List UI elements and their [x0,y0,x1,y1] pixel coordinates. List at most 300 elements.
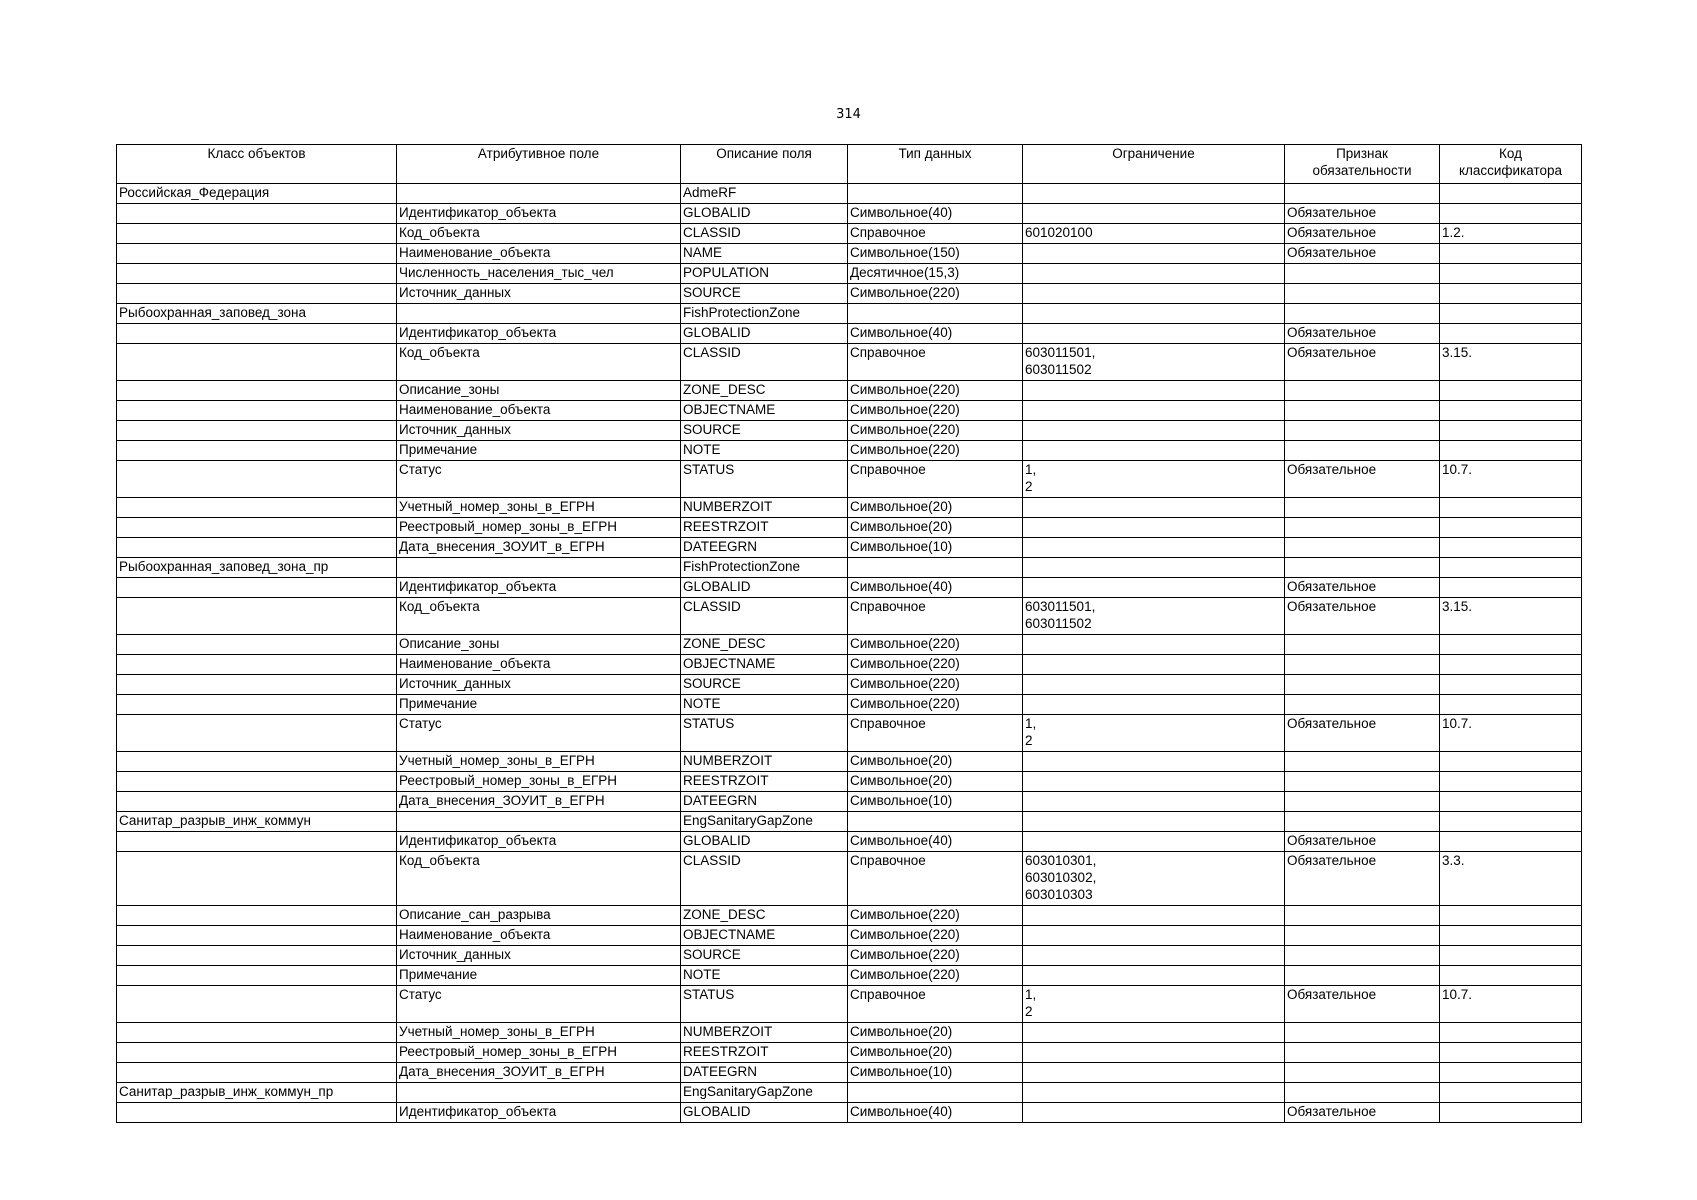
data-type-cell: Символьное(20) [848,772,1023,792]
field-description-cell: SOURCE [681,284,848,304]
field-description-cell: NUMBERZOIT [681,498,848,518]
object-class-cell [117,966,397,986]
classifier-code-cell: 3.15. [1440,598,1582,635]
table-row [117,324,1582,344]
classifier-code-cell [1440,421,1582,441]
constraint-cell [1023,304,1285,324]
object-class-cell [117,715,397,752]
field-description-cell: OBJECTNAME [681,401,848,421]
classifier-code-cell [1440,304,1582,324]
field-description-cell: NUMBERZOIT [681,752,848,772]
field-description-cell: EngSanitaryGapZone [681,812,848,832]
object-class-cell [117,324,397,344]
required-flag-cell [1285,441,1440,461]
constraint-cell: 603010301, 603010302, 603010303 [1023,852,1285,906]
attribute-field-cell: Наименование_объекта [397,244,681,264]
table-row [117,792,1582,812]
data-type-cell: Символьное(20) [848,498,1023,518]
attribute-field-cell [397,558,681,578]
data-type-cell: Справочное [848,598,1023,635]
object-class-cell [117,461,397,498]
required-flag-cell: Обязательное [1285,344,1440,381]
required-flag-cell [1285,538,1440,558]
table-row [117,966,1582,986]
classifier-code-cell [1440,1083,1582,1103]
header-constraint: Ограничение [1023,145,1285,184]
attribute-field-cell: Реестровый_номер_зоны_в_ЕГРН [397,772,681,792]
object-class-cell [117,852,397,906]
object-class-cell [117,695,397,715]
constraint-cell [1023,772,1285,792]
constraint-cell [1023,518,1285,538]
field-description-cell: REESTRZOIT [681,518,848,538]
required-flag-cell [1285,518,1440,538]
object-class-cell [117,986,397,1023]
object-class-cell [117,344,397,381]
field-description-cell: NAME [681,244,848,264]
object-class-cell [117,635,397,655]
field-description-cell: STATUS [681,986,848,1023]
table-row [117,1083,1582,1103]
data-type-cell: Справочное [848,344,1023,381]
field-description-cell: CLASSID [681,598,848,635]
required-flag-cell: Обязательное [1285,578,1440,598]
data-type-cell: Справочное [848,461,1023,498]
data-type-cell: Символьное(220) [848,635,1023,655]
attribute-field-cell: Источник_данных [397,675,681,695]
required-flag-cell [1285,498,1440,518]
attribute-field-cell [397,812,681,832]
field-description-cell: GLOBALID [681,578,848,598]
page-number: 314 [836,107,861,122]
classifier-code-cell [1440,792,1582,812]
classifier-code-cell [1440,966,1582,986]
object-class-cell [117,421,397,441]
classifier-code-cell [1440,401,1582,421]
table-row [117,655,1582,675]
required-flag-cell [1285,264,1440,284]
field-description-cell: SOURCE [681,675,848,695]
object-class-cell [117,832,397,852]
table-row [117,578,1582,598]
field-description-cell: NOTE [681,441,848,461]
required-flag-cell [1285,401,1440,421]
object-class-cell: Российская_Федерация [117,184,397,204]
field-description-cell: CLASSID [681,852,848,906]
header-data-type: Тип данных [848,145,1023,184]
required-flag-cell [1285,812,1440,832]
constraint-cell [1023,558,1285,578]
object-class-cell [117,598,397,635]
field-description-cell: DATEEGRN [681,538,848,558]
data-type-cell: Справочное [848,224,1023,244]
constraint-cell [1023,792,1285,812]
object-class-cell [117,441,397,461]
required-flag-cell [1285,184,1440,204]
table-row [117,461,1582,498]
field-description-cell: GLOBALID [681,324,848,344]
required-flag-cell [1285,1043,1440,1063]
required-flag-cell [1285,421,1440,441]
data-type-cell: Десятичное(15,3) [848,264,1023,284]
required-flag-cell [1285,304,1440,324]
table-body [117,184,1582,1123]
object-class-cell [117,675,397,695]
data-type-cell: Справочное [848,852,1023,906]
table-row [117,538,1582,558]
field-description-cell: NOTE [681,966,848,986]
table-row [117,946,1582,966]
object-class-cell [117,401,397,421]
attribute-field-cell: Источник_данных [397,421,681,441]
required-flag-cell: Обязательное [1285,598,1440,635]
table-row [117,752,1582,772]
constraint-cell [1023,421,1285,441]
field-description-cell: CLASSID [681,224,848,244]
data-type-cell: Символьное(220) [848,284,1023,304]
field-description-cell: DATEEGRN [681,1063,848,1083]
classifier-code-cell [1440,518,1582,538]
object-class-cell: Санитар_разрыв_инж_коммун_пр [117,1083,397,1103]
data-type-cell: Символьное(220) [848,381,1023,401]
field-description-cell: SOURCE [681,421,848,441]
field-description-cell: REESTRZOIT [681,772,848,792]
object-class-cell [117,1043,397,1063]
table-row [117,244,1582,264]
table-row [117,284,1582,304]
table-row [117,498,1582,518]
required-flag-cell [1285,655,1440,675]
classifier-code-cell [1440,284,1582,304]
table-row [117,598,1582,635]
classifier-code-cell [1440,635,1582,655]
classifier-code-cell [1440,1063,1582,1083]
data-type-cell: Символьное(220) [848,655,1023,675]
classifier-code-cell [1440,812,1582,832]
classifier-code-cell [1440,324,1582,344]
table-row [117,906,1582,926]
data-type-cell: Символьное(220) [848,675,1023,695]
required-flag-cell: Обязательное [1285,204,1440,224]
required-flag-cell [1285,675,1440,695]
data-type-cell: Символьное(40) [848,578,1023,598]
table-row [117,441,1582,461]
classifier-code-cell [1440,1043,1582,1063]
classifier-code-cell [1440,655,1582,675]
attribute-field-cell: Источник_данных [397,946,681,966]
classifier-code-cell [1440,578,1582,598]
data-type-cell: Символьное(20) [848,518,1023,538]
required-flag-cell [1285,926,1440,946]
data-type-cell: Символьное(220) [848,421,1023,441]
data-type-cell [848,558,1023,578]
data-type-cell: Символьное(40) [848,832,1023,852]
classifier-code-cell: 3.15. [1440,344,1582,381]
object-class-cell [117,1103,397,1123]
classifier-code-cell [1440,558,1582,578]
constraint-cell [1023,752,1285,772]
constraint-cell [1023,284,1285,304]
classifier-code-cell: 10.7. [1440,461,1582,498]
constraint-cell [1023,926,1285,946]
constraint-cell: 1, 2 [1023,986,1285,1023]
constraint-cell [1023,695,1285,715]
attribute-field-cell: Описание_зоны [397,381,681,401]
data-type-cell: Символьное(20) [848,1043,1023,1063]
attribute-field-cell: Статус [397,986,681,1023]
data-type-cell: Символьное(220) [848,946,1023,966]
object-class-cell: Рыбоохранная_заповед_зона [117,304,397,324]
data-type-cell: Символьное(20) [848,752,1023,772]
required-flag-cell: Обязательное [1285,986,1440,1023]
classifier-code-cell [1440,675,1582,695]
attribute-field-cell: Учетный_номер_зоны_в_ЕГРН [397,498,681,518]
table-row [117,715,1582,752]
attribute-field-cell: Идентификатор_объекта [397,324,681,344]
object-class-cell: Рыбоохранная_заповед_зона_пр [117,558,397,578]
attribute-field-cell [397,1083,681,1103]
attribute-field-cell: Дата_внесения_ЗОУИТ_в_ЕГРН [397,792,681,812]
table-row [117,695,1582,715]
classifier-code-cell [1440,772,1582,792]
attribute-field-cell: Учетный_номер_зоны_в_ЕГРН [397,752,681,772]
constraint-cell [1023,381,1285,401]
constraint-cell [1023,812,1285,832]
data-type-cell: Справочное [848,986,1023,1023]
required-flag-cell [1285,1063,1440,1083]
field-description-cell: FishProtectionZone [681,558,848,578]
table-row [117,1103,1582,1123]
table-row [117,558,1582,578]
data-type-cell: Символьное(20) [848,1023,1023,1043]
classifier-code-cell [1440,381,1582,401]
required-flag-cell: Обязательное [1285,324,1440,344]
table-row [117,926,1582,946]
table-row [117,675,1582,695]
object-class-cell [117,926,397,946]
constraint-cell [1023,832,1285,852]
object-class-cell: Санитар_разрыв_инж_коммун [117,812,397,832]
required-flag-cell [1285,772,1440,792]
object-class-cell [117,264,397,284]
attribute-field-cell: Описание_зоны [397,635,681,655]
data-type-cell: Символьное(220) [848,906,1023,926]
field-description-cell: DATEEGRN [681,792,848,812]
object-class-cell [117,1023,397,1043]
object-class-cell [117,1063,397,1083]
required-flag-cell: Обязательное [1285,244,1440,264]
field-description-cell: NOTE [681,695,848,715]
object-class-cell [117,204,397,224]
table-row [117,184,1582,204]
attribute-field-cell: Идентификатор_объекта [397,578,681,598]
attribute-table [116,144,1582,1123]
attribute-field-cell: Код_объекта [397,852,681,906]
classifier-code-cell [1440,1023,1582,1043]
required-flag-cell [1285,946,1440,966]
classifier-code-cell [1440,695,1582,715]
object-class-cell [117,752,397,772]
required-flag-cell: Обязательное [1285,224,1440,244]
data-type-cell: Символьное(40) [848,204,1023,224]
attribute-field-cell: Идентификатор_объекта [397,832,681,852]
constraint-cell [1023,244,1285,264]
constraint-cell [1023,578,1285,598]
data-type-cell: Символьное(220) [848,926,1023,946]
attribute-field-cell: Примечание [397,695,681,715]
constraint-cell: 1, 2 [1023,715,1285,752]
data-type-cell: Справочное [848,715,1023,752]
field-description-cell: GLOBALID [681,1103,848,1123]
data-type-cell: Символьное(220) [848,966,1023,986]
object-class-cell [117,906,397,926]
data-type-cell: Символьное(220) [848,401,1023,421]
field-description-cell: POPULATION [681,264,848,284]
classifier-code-cell [1440,906,1582,926]
required-flag-cell: Обязательное [1285,852,1440,906]
constraint-cell [1023,264,1285,284]
field-description-cell: STATUS [681,461,848,498]
required-flag-cell [1285,1023,1440,1043]
classifier-code-cell: 1.2. [1440,224,1582,244]
field-description-cell: SOURCE [681,946,848,966]
table-row [117,812,1582,832]
required-flag-cell [1285,635,1440,655]
field-description-cell: ZONE_DESC [681,635,848,655]
field-description-cell: AdmeRF [681,184,848,204]
required-flag-cell [1285,792,1440,812]
object-class-cell [117,224,397,244]
required-flag-cell [1285,284,1440,304]
table-header-row [117,145,1582,184]
constraint-cell: 603011501, 603011502 [1023,344,1285,381]
required-flag-cell [1285,695,1440,715]
required-flag-cell [1285,1083,1440,1103]
constraint-cell: 1, 2 [1023,461,1285,498]
constraint-cell [1023,498,1285,518]
data-type-cell: Символьное(220) [848,441,1023,461]
field-description-cell: OBJECTNAME [681,926,848,946]
classifier-code-cell [1440,498,1582,518]
header-required-flag: Признак обязательности [1285,145,1440,184]
table-row [117,635,1582,655]
attribute-field-cell: Код_объекта [397,598,681,635]
required-flag-cell [1285,381,1440,401]
attribute-field-cell: Источник_данных [397,284,681,304]
data-type-cell [848,304,1023,324]
table-row [117,1023,1582,1043]
attribute-field-cell: Наименование_объекта [397,401,681,421]
header-classifier-code: Код классификатора [1440,145,1582,184]
constraint-cell [1023,1023,1285,1043]
constraint-cell [1023,441,1285,461]
attribute-field-cell: Статус [397,461,681,498]
required-flag-cell: Обязательное [1285,1103,1440,1123]
object-class-cell [117,946,397,966]
table-row [117,852,1582,906]
attribute-field-cell: Статус [397,715,681,752]
object-class-cell [117,244,397,264]
constraint-cell: 601020100 [1023,224,1285,244]
constraint-cell [1023,675,1285,695]
object-class-cell [117,381,397,401]
attribute-field-cell: Наименование_объекта [397,655,681,675]
attribute-field-cell: Код_объекта [397,344,681,381]
field-description-cell: ZONE_DESC [681,381,848,401]
data-type-cell [848,184,1023,204]
classifier-code-cell [1440,1103,1582,1123]
object-class-cell [117,772,397,792]
table-row [117,1043,1582,1063]
classifier-code-cell [1440,184,1582,204]
data-type-cell [848,1083,1023,1103]
constraint-cell: 603011501, 603011502 [1023,598,1285,635]
object-class-cell [117,284,397,304]
constraint-cell [1023,906,1285,926]
required-flag-cell: Обязательное [1285,461,1440,498]
attribute-field-cell: Дата_внесения_ЗОУИТ_в_ЕГРН [397,538,681,558]
header-attribute-field: Атрибутивное поле [397,145,681,184]
data-type-cell: Символьное(10) [848,792,1023,812]
constraint-cell [1023,324,1285,344]
attribute-field-cell: Реестровый_номер_зоны_в_ЕГРН [397,518,681,538]
table-row [117,224,1582,244]
constraint-cell [1023,184,1285,204]
data-type-cell: Символьное(150) [848,244,1023,264]
data-type-cell: Символьное(10) [848,538,1023,558]
classifier-code-cell: 3.3. [1440,852,1582,906]
field-description-cell: GLOBALID [681,832,848,852]
table-row [117,518,1582,538]
required-flag-cell [1285,558,1440,578]
classifier-code-cell [1440,538,1582,558]
constraint-cell [1023,946,1285,966]
constraint-cell [1023,1043,1285,1063]
table-row [117,381,1582,401]
classifier-code-cell [1440,441,1582,461]
constraint-cell [1023,1063,1285,1083]
object-class-cell [117,792,397,812]
classifier-code-cell [1440,752,1582,772]
data-type-cell: Символьное(220) [848,695,1023,715]
required-flag-cell: Обязательное [1285,832,1440,852]
object-class-cell [117,655,397,675]
attribute-field-cell: Описание_сан_разрыва [397,906,681,926]
constraint-cell [1023,401,1285,421]
classifier-code-cell: 10.7. [1440,715,1582,752]
field-description-cell: CLASSID [681,344,848,381]
object-class-cell [117,538,397,558]
field-description-cell: OBJECTNAME [681,655,848,675]
header-field-description: Описание поля [681,145,848,184]
required-flag-cell: Обязательное [1285,715,1440,752]
table-row [117,344,1582,381]
attribute-field-cell: Численность_населения_тыс_чел [397,264,681,284]
classifier-code-cell [1440,946,1582,966]
attribute-field-cell: Идентификатор_объекта [397,1103,681,1123]
classifier-code-cell [1440,926,1582,946]
attribute-field-cell: Реестровый_номер_зоны_в_ЕГРН [397,1043,681,1063]
field-description-cell: STATUS [681,715,848,752]
field-description-cell: REESTRZOIT [681,1043,848,1063]
constraint-cell [1023,1083,1285,1103]
table-row [117,304,1582,324]
constraint-cell [1023,966,1285,986]
data-type-cell: Символьное(40) [848,1103,1023,1123]
attribute-field-cell: Идентификатор_объекта [397,204,681,224]
header-object-class: Класс объектов [117,145,397,184]
field-description-cell: FishProtectionZone [681,304,848,324]
